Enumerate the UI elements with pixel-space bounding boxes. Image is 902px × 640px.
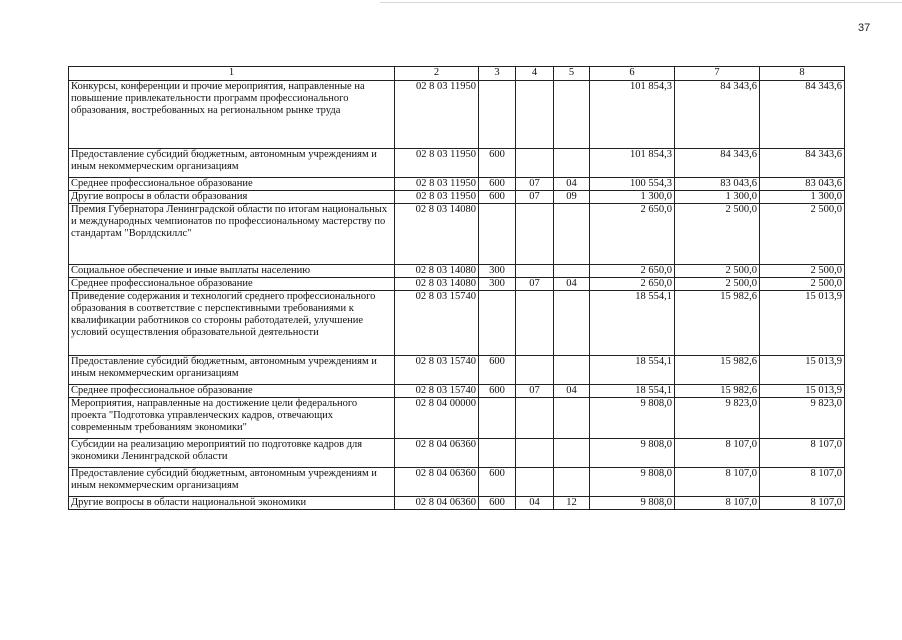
row-amount-year2-cell: 9 823,0 (675, 398, 760, 439)
table-row (69, 439, 845, 468)
row-vr-cell: 300 (479, 265, 516, 278)
row-vr-cell (479, 204, 516, 265)
row-name-cell: Предоставление субсидий бюджетным, автономным учреждениям и иным некоммерческим организациям (69, 468, 395, 497)
row-pr-cell (554, 81, 590, 149)
row-code-cell: 02 8 04 00000 (395, 398, 479, 439)
row-code-cell: 02 8 03 11950 (395, 191, 479, 204)
row-rz-cell: 04 (516, 497, 554, 510)
row-pr-cell (554, 291, 590, 356)
row-amount-year2-cell: 83 043,6 (675, 178, 760, 191)
table-row (69, 468, 845, 497)
row-name-cell: Предоставление субсидий бюджетным, автономным учреждениям и иным некоммерческим организациям (69, 356, 395, 385)
row-code-cell: 02 8 03 14080 (395, 265, 479, 278)
row-rz-cell (516, 291, 554, 356)
row-name-cell: Субсидии на реализацию мероприятий по подготовке кадров для экономики Ленинградской области (69, 439, 395, 468)
row-code-cell: 02 8 03 11950 (395, 81, 479, 149)
header-cell: 7 (675, 67, 760, 81)
row-amount-year2-cell: 15 982,6 (675, 291, 760, 356)
row-amount-year2-cell: 8 107,0 (675, 468, 760, 497)
row-amount-year1-cell: 101 854,3 (590, 81, 675, 149)
row-amount-year1-cell: 18 554,1 (590, 356, 675, 385)
row-rz-cell (516, 149, 554, 178)
row-vr-cell: 600 (479, 497, 516, 510)
scan-top-edge (380, 2, 902, 3)
table-row (69, 265, 845, 278)
header-cell: 5 (554, 67, 590, 81)
row-rz-cell (516, 398, 554, 439)
row-pr-cell: 04 (554, 178, 590, 191)
row-amount-year3-cell: 15 013,9 (760, 356, 845, 385)
row-rz-cell: 07 (516, 385, 554, 398)
row-vr-cell (479, 81, 516, 149)
row-amount-year1-cell: 2 650,0 (590, 204, 675, 265)
row-amount-year2-cell: 8 107,0 (675, 439, 760, 468)
row-pr-cell: 09 (554, 191, 590, 204)
row-pr-cell: 04 (554, 385, 590, 398)
row-code-cell: 02 8 03 15740 (395, 291, 479, 356)
row-amount-year2-cell: 1 300,0 (675, 191, 760, 204)
row-amount-year3-cell: 8 107,0 (760, 439, 845, 468)
row-amount-year2-cell: 2 500,0 (675, 278, 760, 291)
row-pr-cell (554, 204, 590, 265)
row-vr-cell: 600 (479, 178, 516, 191)
table-row (69, 385, 845, 398)
row-amount-year3-cell: 8 107,0 (760, 468, 845, 497)
table-row (69, 204, 845, 265)
row-rz-cell (516, 468, 554, 497)
row-pr-cell (554, 356, 590, 385)
row-vr-cell: 600 (479, 468, 516, 497)
row-amount-year1-cell: 100 554,3 (590, 178, 675, 191)
row-amount-year2-cell: 2 500,0 (675, 265, 760, 278)
row-rz-cell: 07 (516, 178, 554, 191)
row-name-cell: Конкурсы, конференции и прочие мероприятия, направленные на повышение привлекательности программ профессионального образования, востребованных на региональном рынке труда (69, 81, 395, 149)
row-amount-year1-cell: 9 808,0 (590, 468, 675, 497)
row-amount-year2-cell: 84 343,6 (675, 81, 760, 149)
row-vr-cell (479, 398, 516, 439)
row-vr-cell: 600 (479, 356, 516, 385)
header-cell: 4 (516, 67, 554, 81)
row-pr-cell (554, 468, 590, 497)
page-number: 37 (858, 22, 871, 34)
table-row (69, 81, 845, 149)
row-vr-cell: 600 (479, 191, 516, 204)
row-code-cell: 02 8 04 06360 (395, 468, 479, 497)
header-cell: 1 (69, 67, 395, 81)
table-row (69, 178, 845, 191)
row-rz-cell (516, 81, 554, 149)
row-code-cell: 02 8 03 14080 (395, 204, 479, 265)
row-name-cell: Среднее профессиональное образование (69, 278, 395, 291)
row-rz-cell (516, 439, 554, 468)
row-amount-year1-cell: 1 300,0 (590, 191, 675, 204)
table-row (69, 356, 845, 385)
row-amount-year3-cell: 2 500,0 (760, 265, 845, 278)
row-amount-year3-cell: 1 300,0 (760, 191, 845, 204)
row-pr-cell (554, 265, 590, 278)
row-pr-cell (554, 149, 590, 178)
row-amount-year3-cell: 15 013,9 (760, 291, 845, 356)
row-rz-cell: 07 (516, 191, 554, 204)
row-amount-year1-cell: 2 650,0 (590, 278, 675, 291)
row-name-cell: Мероприятия, направленные на достижение цели федерального проекта "Подготовка управленческих кадров, отвечающих современным требованиям экономики" (69, 398, 395, 439)
table-row (69, 149, 845, 178)
row-amount-year1-cell: 18 554,1 (590, 385, 675, 398)
row-name-cell: Премия Губернатора Ленинградской области по итогам национальных и международных чемпионатов по профессиональному мастерству по стандартам "Ворлдскиллс" (69, 204, 395, 265)
row-rz-cell: 07 (516, 278, 554, 291)
table-body (69, 81, 845, 510)
table-row (69, 278, 845, 291)
row-vr-cell (479, 291, 516, 356)
row-vr-cell: 600 (479, 385, 516, 398)
row-amount-year1-cell: 9 808,0 (590, 439, 675, 468)
row-code-cell: 02 8 04 06360 (395, 439, 479, 468)
row-amount-year3-cell: 15 013,9 (760, 385, 845, 398)
row-amount-year1-cell: 9 808,0 (590, 497, 675, 510)
header-cell: 8 (760, 67, 845, 81)
row-amount-year2-cell: 8 107,0 (675, 497, 760, 510)
row-pr-cell: 12 (554, 497, 590, 510)
row-pr-cell: 04 (554, 278, 590, 291)
row-amount-year3-cell: 84 343,6 (760, 81, 845, 149)
table-row (69, 497, 845, 510)
table-row (69, 398, 845, 439)
row-name-cell: Другие вопросы в области образования (69, 191, 395, 204)
row-amount-year3-cell: 83 043,6 (760, 178, 845, 191)
row-amount-year3-cell: 2 500,0 (760, 204, 845, 265)
row-amount-year1-cell: 9 808,0 (590, 398, 675, 439)
row-amount-year3-cell: 2 500,0 (760, 278, 845, 291)
header-cell: 3 (479, 67, 516, 81)
row-name-cell: Среднее профессиональное образование (69, 178, 395, 191)
row-rz-cell (516, 204, 554, 265)
row-code-cell: 02 8 03 11950 (395, 178, 479, 191)
row-name-cell: Социальное обеспечение и иные выплаты населению (69, 265, 395, 278)
row-vr-cell: 300 (479, 278, 516, 291)
row-amount-year1-cell: 101 854,3 (590, 149, 675, 178)
row-code-cell: 02 8 03 15740 (395, 356, 479, 385)
row-name-cell: Другие вопросы в области национальной экономики (69, 497, 395, 510)
row-amount-year2-cell: 2 500,0 (675, 204, 760, 265)
row-name-cell: Среднее профессиональное образование (69, 385, 395, 398)
table-row (69, 291, 845, 356)
row-amount-year3-cell: 8 107,0 (760, 497, 845, 510)
row-vr-cell (479, 439, 516, 468)
row-name-cell: Приведение содержания и технологий среднего профессионального образования в соответствие с перспективными требованиями к квалификации работников со стороны работодателей, улучшение условий осуществления образовательной деятельности (69, 291, 395, 356)
row-code-cell: 02 8 03 11950 (395, 149, 479, 178)
budget-table (68, 66, 845, 510)
row-vr-cell: 600 (479, 149, 516, 178)
table-row (69, 191, 845, 204)
row-amount-year1-cell: 2 650,0 (590, 265, 675, 278)
row-code-cell: 02 8 03 15740 (395, 385, 479, 398)
header-row (69, 67, 845, 81)
row-rz-cell (516, 356, 554, 385)
row-amount-year2-cell: 15 982,6 (675, 385, 760, 398)
row-amount-year3-cell: 9 823,0 (760, 398, 845, 439)
row-code-cell: 02 8 03 14080 (395, 278, 479, 291)
header-cell: 2 (395, 67, 479, 81)
row-amount-year3-cell: 84 343,6 (760, 149, 845, 178)
row-amount-year2-cell: 84 343,6 (675, 149, 760, 178)
row-rz-cell (516, 265, 554, 278)
row-name-cell: Предоставление субсидий бюджетным, автономным учреждениям и иным некоммерческим организациям (69, 149, 395, 178)
header-cell: 6 (590, 67, 675, 81)
row-amount-year2-cell: 15 982,6 (675, 356, 760, 385)
row-pr-cell (554, 439, 590, 468)
row-code-cell: 02 8 04 06360 (395, 497, 479, 510)
row-amount-year1-cell: 18 554,1 (590, 291, 675, 356)
row-pr-cell (554, 398, 590, 439)
